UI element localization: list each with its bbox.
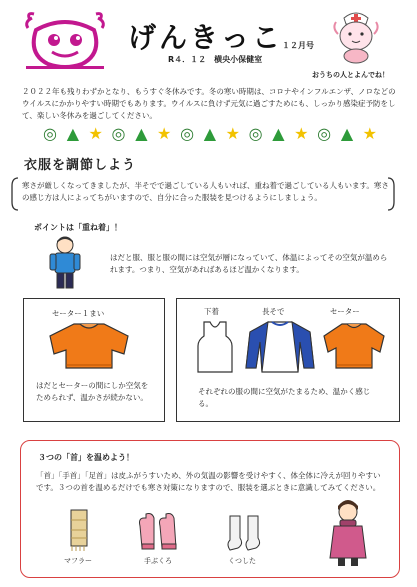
wreath-icon: ◎ [248, 124, 263, 143]
three-necks-text: 「首」「手首」「足首」は皮ふがうすいため、外の気温の影響を受けやすく、体全体に冷えが回りやすいです。３つの首を温めるだけでも寒さ対策になりますので、服装を選ぶときに意識してみてください。 [36, 471, 381, 492]
sweater-icon [322, 320, 386, 370]
tree-icon: ▲ [272, 124, 285, 143]
nurse-character-icon [330, 8, 382, 64]
long-sleeve-shirt-icon [244, 318, 316, 374]
gloves-icon [136, 512, 180, 552]
label-undershirt: 下着 [204, 307, 219, 316]
section-clothing-text: 寒さが厳しくなってきましたが、半そでで過ごしている人もいれば、重ね着で過ごしている人もいます。寒さの感じ方は人によってちがいますので、自分に合った服装を見つけるようにしましょう。 [22, 181, 389, 202]
mascot-logo [22, 10, 108, 72]
wreath-icon: ◎ [317, 124, 332, 143]
girl-with-scarf-illustration-icon [326, 500, 370, 568]
socks-icon [226, 514, 266, 554]
nurse-caption: おうちの人とよんでね！ [312, 71, 389, 79]
tree-icon: ▲ [340, 124, 354, 143]
holiday-decoration-row [40, 124, 380, 144]
issue-info: R４．１２ 横央小保健室 [168, 55, 263, 64]
star-icon: ★ [362, 124, 377, 143]
tree-icon: ▲ [66, 124, 79, 143]
wreath-icon: ◎ [43, 124, 57, 143]
label-sweater: セーター [330, 307, 360, 316]
panel-layered-text: それぞれの服の間に空気がたまるため、温かく感じる。 [198, 387, 371, 408]
star-icon: ★ [88, 124, 103, 143]
point-title: ポイントは「重ね着」！ [34, 223, 122, 232]
label-gloves: 手ぶくろ [144, 557, 172, 565]
tree-icon: ▲ [203, 124, 217, 143]
wreath-icon: ◎ [180, 124, 195, 143]
star-icon: ★ [157, 124, 172, 143]
label-single-sweater: セーター１まい [52, 309, 105, 318]
undershirt-icon [192, 318, 238, 374]
label-muffler: マフラー [64, 557, 92, 565]
sweater-icon [46, 320, 132, 370]
newsletter-title: げんきっこ [128, 21, 284, 54]
muffler-icon [66, 508, 92, 552]
star-icon: ★ [225, 124, 240, 143]
section-heading-clothing: 衣服を調節しよう [24, 158, 137, 173]
boy-illustration-icon [48, 236, 82, 290]
intro-paragraph: ２０２２年も残りわずかとなり、もうすぐ冬休みです。冬の寒い時期は、コロナやインフルエンザ、ノロなどのウイルスにかかりやすい時期でもあります。ウイルスに負けず元気に過ごすためにも、しっかり感染症予防をして、楽しい冬休みを過ごしてください。 [22, 87, 396, 120]
three-necks-title: ３つの「首」を温めよう！ [38, 453, 134, 462]
point-text: はだと服、服と服の間には空気が層になっていて、体温によってその空気が温められます。つまり、空気があればあるほど温かくなります。 [110, 253, 388, 274]
label-long-sleeve: 長そで [262, 307, 285, 316]
star-icon: ★ [294, 124, 309, 143]
wreath-icon: ◎ [111, 124, 126, 143]
label-socks: くつした [228, 557, 256, 565]
tree-icon: ▲ [135, 124, 148, 143]
issue-month: １２月号 [282, 41, 314, 50]
panel-single-sweater-text: はだとセーターの間にしか空気をためられず、温かさが続かない。 [36, 381, 149, 402]
